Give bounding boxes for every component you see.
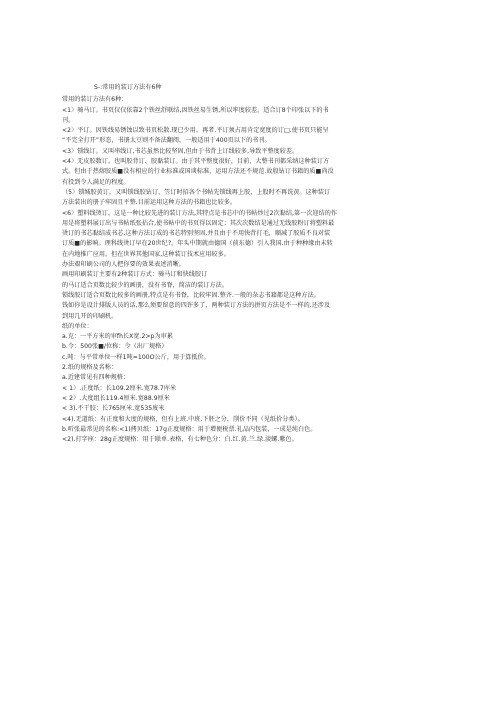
- text-line: b.听张最常见的名称:<1)拷贝纸：17g正度规格：用于增便税票.礼品内包装，一成是纯白色。: [62, 425, 317, 433]
- text-line: 订质■的影响。理科线烫订早在20世纪?。年头中期就由德国（前东德）引入我国.由于种种缘由未转: [62, 240, 333, 248]
- text-line: a.克：一平方米的审fh长X宽.2>p为审累: [62, 333, 173, 341]
- text-line: <2〉平订。因铁线易锈蚀以致书页松散.现已少用。再者.平订须占用肯定宽度的订□.使书页只能呈: [62, 127, 329, 135]
- text-line: 刊。: [62, 116, 75, 124]
- text-line: 2.纸的规格及名称：: [62, 364, 118, 372]
- text-line: 式。但由于热熔胶质■没有相应的行业标准或国谈标准，运用方法还不规范.故殷钻订书籍的质■尚没: [62, 168, 334, 176]
- text-line: 锁线胶订适合页数比较多的画册,特点是有书脊，比较牢固.整齐.一般的杂志书籍都是这种方法。: [62, 291, 320, 299]
- text-line: < 2〉.大度组长119.4厘米.宽88.9厘米: [62, 394, 170, 402]
- text-line: <4〉无皮胶数订。也叫胶背订、胶黏装订。由于其平整度很好，目前，大整书刊都采纳这种装订方: [62, 158, 330, 166]
- text-line: “不完全打开”形态，书册太豆则不备法翻阅，一般适用于400页以下的书刊。: [62, 137, 271, 145]
- text-line: <3〉锁线订。又叫串线订,书芯虽然比较坚固,但由于书背上订线较多,导致平整度较差。: [62, 147, 299, 155]
- text-line: （5〉锁缄胶黄订。又叫锁线胶钻订，笠订时招各个书帖先锁线再上胶，上股时不再诜黄。这种装订: [62, 188, 331, 196]
- text-line: 在内地推广应用。但在世界其他国家,这种装订技术应用较多。: [62, 250, 230, 258]
- text-line: <6〉塑料线烫订。这是一种比较先进的装订方法,其特点是书芯中的书帖炒过2次黏结,第一次迎结的作: [62, 209, 338, 217]
- text-line: < 1〉.正度纸：长109.2厘米.宽78.7库米: [62, 384, 177, 392]
- text-line: 方法装出的册子牢固且平整.目前运用这种方法的书籍也比较多。: [62, 199, 237, 207]
- text-line: <2).打字座：28g正度规格：用于联单.表格，有七种色分：白.红.黄.兰.绿.淡螺.紫色。: [62, 436, 298, 444]
- text-line: 常用的装订方法有6种：: [62, 96, 128, 104]
- document-body: [62, 83, 442, 445]
- text-line: <1〉骑马订。书页仅仅依靠2个铁丝舒联结,因铁丝易生锈,所以牢度较差。适合订8个印张以下的书: [62, 106, 329, 114]
- text-line: 烫订的书芯黏结成书芯,这种方法订成的书芯特别坚固,并且由于不用快背打毛，顺减了胶质不良对装: [62, 230, 331, 238]
- text-line: 用是将塑料展订出与书帖纸张拈合,使书帖中的书页得以固定；其次次数结是通过无线胶粉订将塑料最: [62, 219, 335, 227]
- text-line: 到用几开的印刷机。: [62, 312, 118, 320]
- text-line: b.令：500张■/位称：令（出厂规格）: [62, 343, 168, 351]
- text-line: < 3).不干胶：长765匣米.宽535废米: [62, 405, 165, 413]
- document-title: S-:常用的装订方法有6种: [94, 84, 162, 91]
- text-line: 纸的单位：: [62, 322, 93, 330]
- text-line: 画用印刷装订主要有2种装订方式：骑马订和快线胶订: [62, 271, 208, 279]
- text-line: 的马订适合页数比较少的画册，没有书脊，简洁的装订方法。: [62, 281, 228, 289]
- text-line: c.吨：与平常单位一样1吨=100O公斤，用于算抵价。: [62, 353, 210, 361]
- text-line: a.近建常见有四种规格：: [62, 374, 130, 382]
- text-line: 钱如你是设计排版人员的话,那么须要留意的四许多了，两种装订方法的拼页方法是不一样的.还涉及: [62, 302, 331, 310]
- text-line: <4).无道纸：有正度和大度的规格，但有上班.中班.下胚之分，削价不同（见纸价分类）。: [62, 415, 304, 423]
- text-line: 办法艰印刷公司的人把你要的效果表述消晰。: [62, 261, 185, 269]
- text-line: 有投到令人满足的程度。: [62, 178, 130, 186]
